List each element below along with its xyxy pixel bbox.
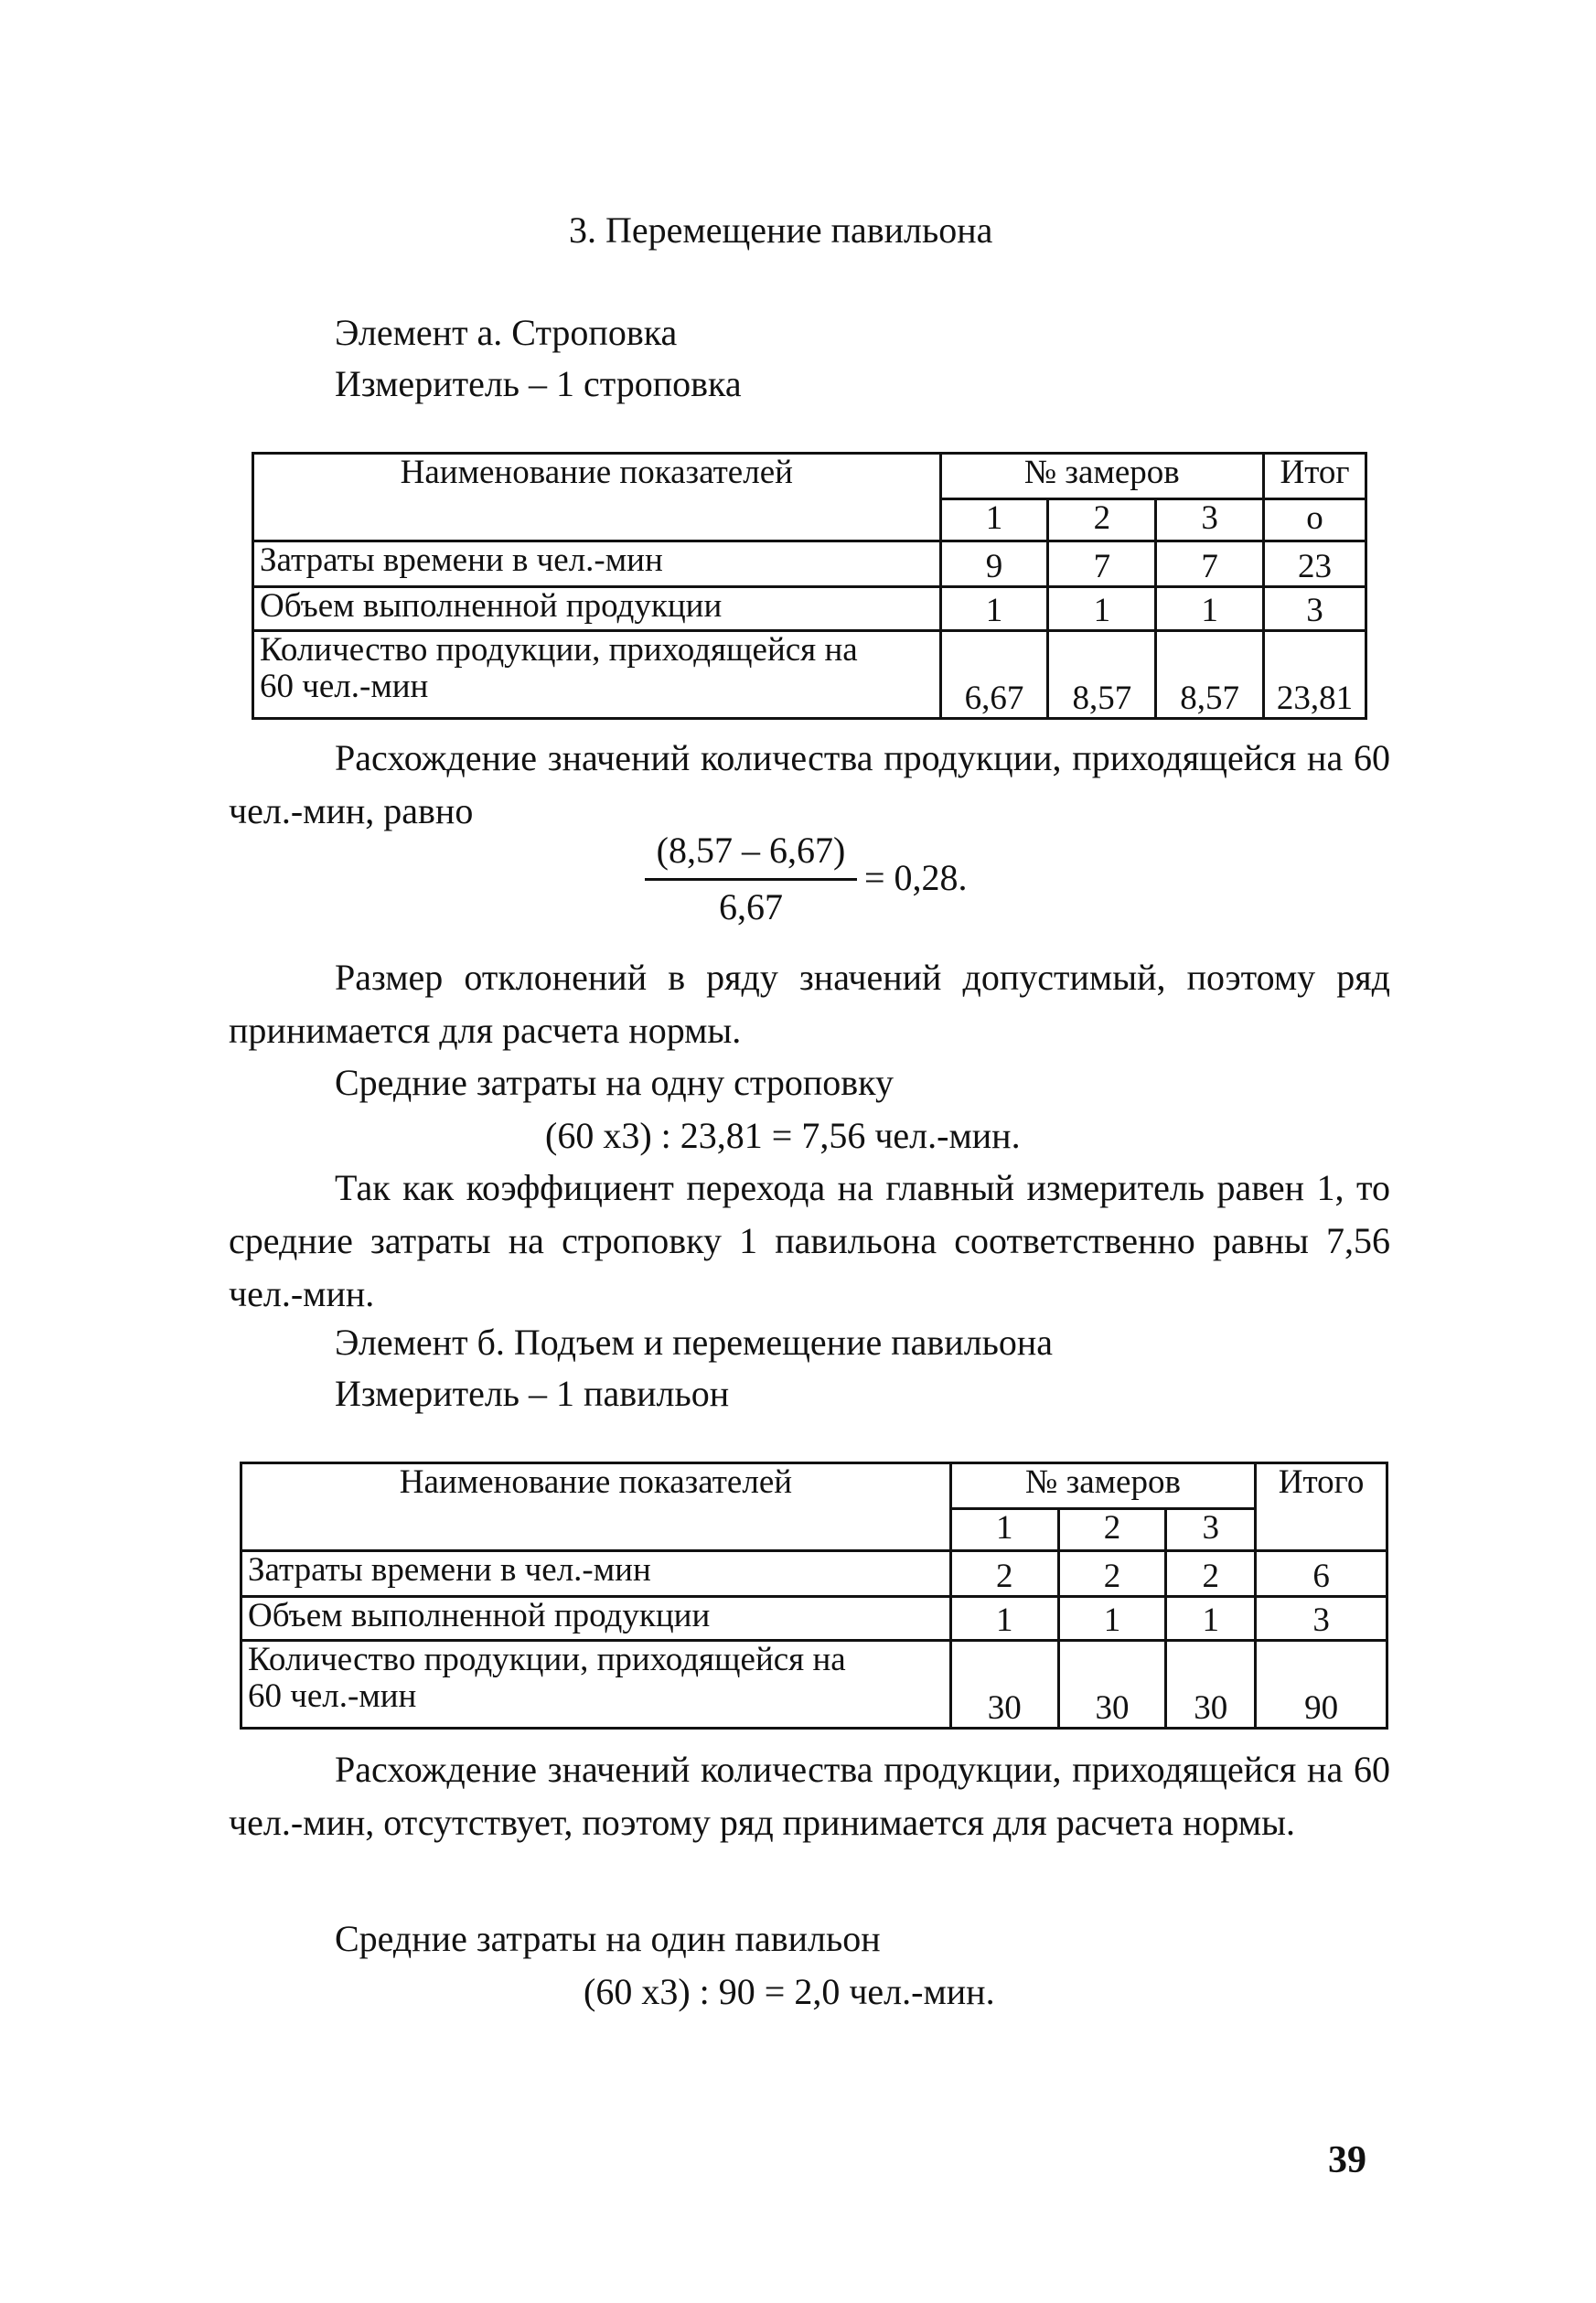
cell-value: 30 (1166, 1641, 1256, 1729)
cell-value: 2 (950, 1551, 1058, 1597)
cell-total: 23 (1264, 541, 1366, 587)
acceptance-text: Размер отклонений в ряду значений допустимый, поэтому ряд принимается для расчета нормы. (229, 957, 1390, 1051)
table-a-header-name: Наименование показателей (253, 454, 941, 541)
cell-value: 6,67 (940, 631, 1048, 719)
element-b-discrepancy (229, 1743, 1390, 1849)
formula-fraction (645, 829, 1011, 938)
cell-value: 2 (1166, 1551, 1256, 1597)
element-a-discrepancy (229, 732, 1390, 838)
cell-value: 30 (950, 1641, 1058, 1729)
table-row (253, 587, 1366, 631)
row-name-line: 60 чел.-мин (248, 1677, 417, 1715)
table-row (241, 1597, 1387, 1641)
table-b-measure-number: 2 (1058, 1509, 1166, 1551)
fraction-bar (645, 878, 857, 881)
table-row (241, 1641, 1387, 1729)
cell-value: 1 (1166, 1597, 1256, 1641)
cell-value: 8,57 (1048, 631, 1156, 719)
element-b-title: Элемент б. Подъем и перемещение павильона (335, 1322, 1054, 1363)
cell-value: 1 (950, 1597, 1058, 1641)
table-a-measure-number: 2 (1048, 499, 1156, 541)
cell-value: 7 (1156, 541, 1264, 587)
element-b-average-title: Средние затраты на один павильон (335, 1918, 881, 1959)
row-name: Затраты времени в чел.-мин (253, 541, 941, 587)
cell-total: 3 (1264, 587, 1366, 631)
section-title: 3. Перемещение павильона (569, 209, 993, 251)
cell-value: 1 (1058, 1597, 1166, 1641)
row-name (253, 631, 941, 719)
formula-denominator: 6,67 (719, 886, 783, 927)
row-name-line: Количество продукции, приходящейся на (260, 631, 858, 669)
table-b-header-name: Наименование показателей (241, 1463, 951, 1551)
table-element-a (252, 452, 1367, 720)
row-name: Объем выполненной продукции (253, 587, 941, 631)
table-b-header-measures: № замеров (950, 1463, 1255, 1509)
table-a-header-total-cont: о (1264, 499, 1366, 541)
row-name: Затраты времени в чел.-мин (241, 1551, 951, 1597)
element-a-acceptance (229, 951, 1390, 1057)
table-b-header-total: Итого (1256, 1463, 1387, 1551)
formula-numerator: (8,57 – 6,67) (656, 830, 846, 871)
cell-total: 23,81 (1264, 631, 1366, 719)
table-row (241, 1551, 1387, 1597)
row-name (241, 1641, 951, 1729)
table-b-measure-number: 1 (950, 1509, 1058, 1551)
cell-value: 30 (1058, 1641, 1166, 1729)
row-name-line: 60 чел.-мин (260, 668, 429, 705)
element-b-average-formula: (60 х3) : 90 = 2,0 чел.-мин. (584, 1971, 995, 2012)
page-number: 39 (1328, 2139, 1366, 2181)
row-name-line: Количество продукции, приходящейся на (248, 1641, 846, 1678)
element-a-average-title: Средние затраты на одну строповку (335, 1062, 894, 1103)
element-a-unit: Измеритель – 1 строповка (335, 363, 742, 404)
table-element-b (240, 1462, 1388, 1730)
cell-total: 6 (1256, 1551, 1387, 1597)
formula-result: = 0,28. (864, 857, 968, 898)
cell-value: 1 (940, 587, 1048, 631)
cell-total: 3 (1256, 1597, 1387, 1641)
discrepancy-text: Расхождение значений количества продукции, приходящейся на 60 чел.-мин, равно (229, 737, 1390, 831)
conclusion-text: Так как коэффициент перехода на главный измеритель равен 1, то средние затраты на строповку 1 павильона соответственно равны 7,56 чел.-мин. (229, 1167, 1390, 1314)
element-a-average-formula: (60 х3) : 23,81 = 7,56 чел.-мин. (545, 1115, 1021, 1156)
table-a-measure-number: 1 (940, 499, 1048, 541)
cell-value: 7 (1048, 541, 1156, 587)
cell-value: 1 (1156, 587, 1264, 631)
table-row (253, 631, 1366, 719)
table-row (253, 541, 1366, 587)
table-a-measure-number: 3 (1156, 499, 1264, 541)
table-a-header-total: Итог (1264, 454, 1366, 499)
row-name: Объем выполненной продукции (241, 1597, 951, 1641)
cell-value: 8,57 (1156, 631, 1264, 719)
table-b-measure-number: 3 (1166, 1509, 1256, 1551)
table-a-header-measures: № замеров (940, 454, 1263, 499)
discrepancy-text: Расхождение значений количества продукции, приходящейся на 60 чел.-мин, отсутствует, поэтому ряд принимается для расчета нормы. (229, 1749, 1390, 1843)
cell-total: 90 (1256, 1641, 1387, 1729)
cell-value: 2 (1058, 1551, 1166, 1597)
element-a-title: Элемент а. Строповка (335, 312, 678, 353)
cell-value: 9 (940, 541, 1048, 587)
element-b-unit: Измеритель – 1 павильон (335, 1373, 730, 1414)
element-a-conclusion (229, 1162, 1390, 1321)
cell-value: 1 (1048, 587, 1156, 631)
